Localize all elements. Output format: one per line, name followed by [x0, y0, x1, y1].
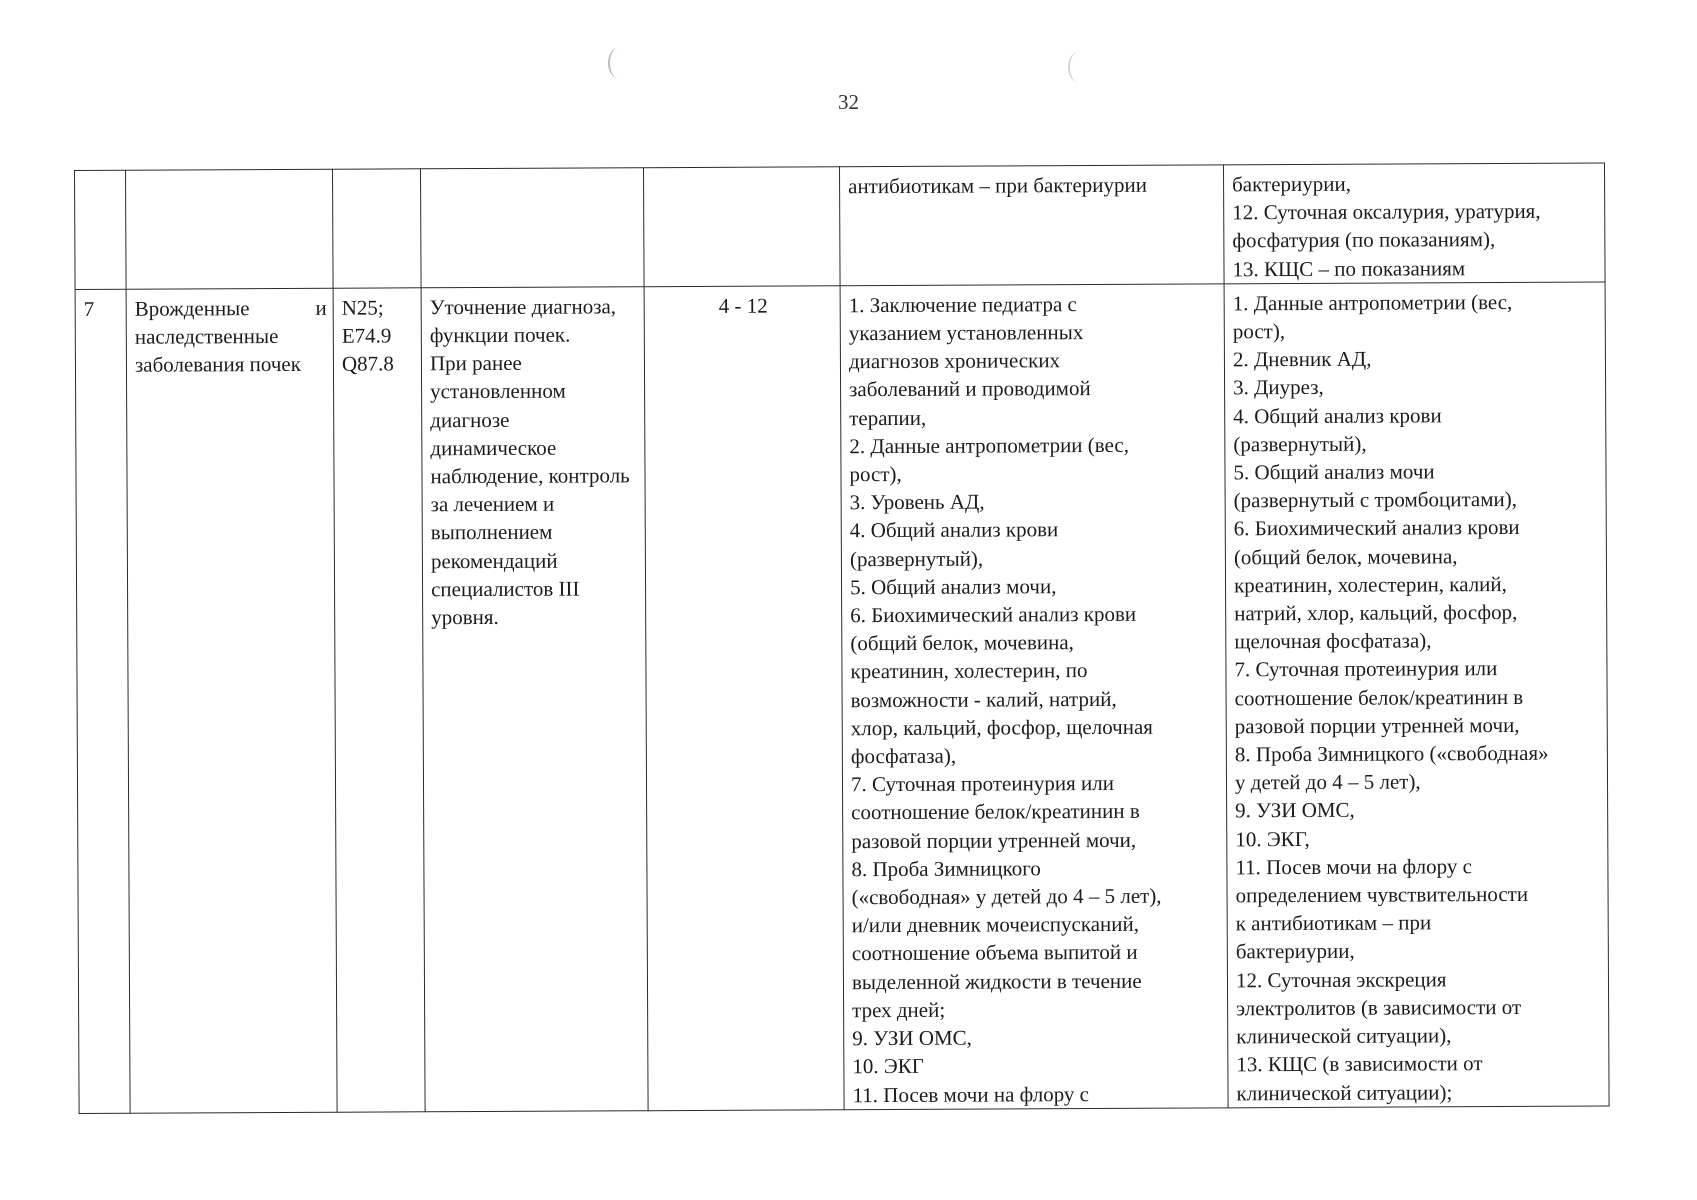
cell-icd-codes: N25; E74.9 Q87.8 [333, 288, 425, 1112]
cell-disease-empty [126, 169, 334, 289]
requirements-table [74, 163, 1610, 1114]
scan-artifact-left [608, 48, 628, 78]
cell-codes-empty [332, 169, 421, 288]
cell-exams-continued: бактериурии, 12. Суточная оксалурия, уратурия, фосфатурия (по показаниям), 13. КЩС – по показаниям [1223, 163, 1605, 284]
scan-artifact-right [1068, 52, 1088, 82]
cell-row-number: 7 [75, 289, 130, 1113]
cell-examinations: 1. Данные антропометрии (вес, рост), 2. Дневник АД, 3. Диурез, 4. Общий анализ крови (развернутый), 5. Общий анализ мочи (развернутый с тромбоцитами), 6. Биохимический анализ крови (общий белок, мочевина, креатинин, холестерин, калий, натрий, хлор, кальций, фосфор, щелочная фосфатаза), 7. Суточная протеинурия или соотношение белок/креатинин в разовой порции утренней мочи, 8. Проба Зимницкого («свободная» у детей до 4 – 5 лет), 9. УЗИ ОМС, 10. ЭКГ, 11. Посев мочи на флору с определением чувствительности к антибиотикам – при бактериурии, 12. Суточная экскреция электролитов (в зависимости от клинической ситуации), 13. КЩС (в зависимости от клинической ситуации); [1224, 282, 1609, 1108]
cell-days: 4 - 12 [644, 286, 844, 1111]
table-row-7 [75, 282, 1609, 1113]
cell-docs-continued: антибиотикам – при бактериурии [839, 165, 1224, 286]
cell-days-empty [643, 167, 840, 287]
cell-goal: Уточнение диагноза, функции почек. При ранее установленном диагнозе динамическое наблюдение, контроль за лечением и выполнением рекомендаций специалистов III уровня. [421, 287, 648, 1112]
cell-num-empty [75, 170, 127, 289]
page-number: 32 [838, 90, 859, 114]
cell-documents: 1. Заключение педиатра с указанием установленных диагнозов хронических заболеваний и проводимой терапии, 2. Данные антропометрии (вес, рост), 3. Уровень АД, 4. Общий анализ крови (развернутый), 5. Общий анализ мочи, 6. Биохимический анализ крови (общий белок, мочевина, креатинин, холестерин, по возможности - калий, натрий, хлор, кальций, фосфор, щелочная фосфатаза), 7. Суточная протеинурия или соотношение белок/креатинин в разовой порции утренней мочи, 8. Проба Зимницкого («свободная» у детей до 4 – 5 лет), и/или дневник мочеиспусканий, соотношение объема выпитой и выделенной жидкости в течение трех дней; 9. УЗИ ОМС, 10. ЭКГ 11. Посев мочи на флору с [840, 284, 1228, 1110]
table-row-continued [75, 163, 1606, 289]
cell-goal-empty [420, 168, 644, 288]
cell-disease: Врожденные и наследственные заболевания почек [126, 288, 337, 1113]
